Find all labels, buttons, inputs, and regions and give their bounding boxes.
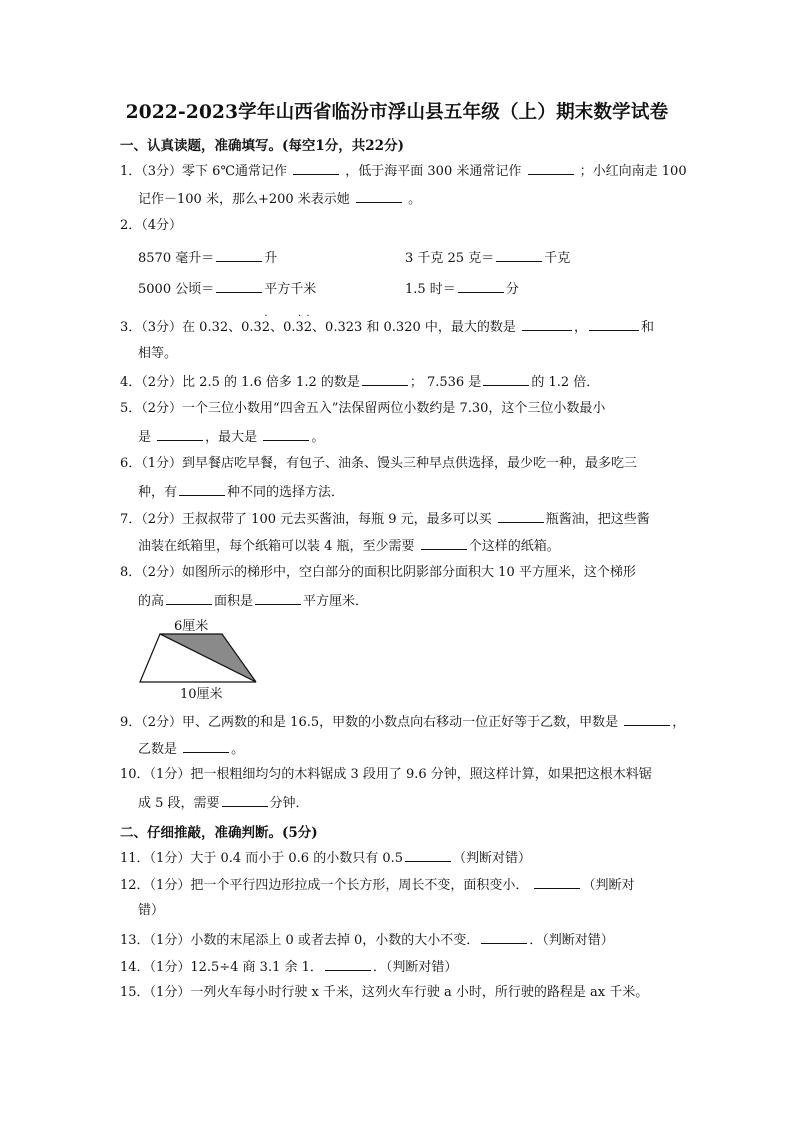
answer-blank[interactable] bbox=[498, 509, 544, 523]
answer-blank[interactable] bbox=[522, 317, 572, 331]
question-8-line-1: 8．（2分）如图所示的梯形中，空白部分的面积比阴影部分面积大 10 平方厘米，这个梯形 bbox=[120, 565, 636, 580]
question-7-line-1: 7．（2分）王叔叔带了 100 元去买酱油，每瓶 9 元，最多可以买 瓶酱油，把这些酱 bbox=[120, 509, 685, 529]
question-10-line-2: 成 5 段，需要 分钟． bbox=[138, 793, 703, 813]
question-4-line: 4．（2分）比 2.5 的 1.6 倍多 1.2 的数是 ； 7.536 是 的 1.2 倍． bbox=[120, 372, 685, 392]
question-5-line-2: 是 ，最大是 。 bbox=[138, 427, 703, 447]
answer-blank[interactable] bbox=[624, 712, 670, 726]
question-15-line: 15．（1分）一列火车每小时行驶 x 千米，这列火车行驶 a 小时，所行驶的路程是 ax 千米。 bbox=[120, 985, 649, 1000]
answer-blank[interactable] bbox=[263, 427, 309, 441]
question-2-item-4: 1.5 时＝ 分 bbox=[405, 278, 519, 297]
answer-blank[interactable] bbox=[421, 536, 467, 550]
answer-blank[interactable] bbox=[496, 248, 542, 262]
question-2-item-2: 3 千克 25 克＝ 千克 bbox=[405, 247, 570, 266]
answer-blank[interactable] bbox=[255, 591, 301, 605]
question-10-line-1: 10．（1分）把一根粗细均匀的木料锯成 3 段用了 9.6 分钟，照这样计算，如果把这根木料锯 bbox=[120, 767, 652, 782]
repeat-dot-icon: · bbox=[264, 311, 268, 322]
question-9-line-1: 9．（2分）甲、乙两数的和是 16.5，甲数的小数点向右移动一位正好等于乙数，甲数是 ， bbox=[120, 712, 685, 732]
repeat-dot-icon: · bbox=[298, 311, 302, 322]
answer-blank[interactable] bbox=[405, 848, 451, 862]
exam-title: 2022-2023学年山西省临汾市浮山县五年级（上）期末数学试卷 bbox=[125, 102, 669, 123]
question-3-line-2: 相等。 bbox=[138, 346, 178, 361]
question-1-line-2: 记作－100 米，那么+200 米表示她 。 bbox=[138, 189, 703, 209]
question-1-line-1: 1．（3分）零下 6℃通常记作 ，低于海平面 300 米通常记作 ；小红向南走 100 bbox=[120, 161, 685, 181]
answer-blank[interactable] bbox=[222, 793, 268, 807]
question-8-line-2: 的高 面积是 平方厘米． bbox=[138, 591, 703, 611]
top-base-label: 6厘米 bbox=[174, 619, 209, 634]
question-6-line-2: 种，有 种不同的选择方法． bbox=[138, 482, 703, 502]
answer-blank[interactable] bbox=[483, 372, 529, 386]
repeating-digit: · 2 bbox=[261, 311, 271, 335]
answer-blank[interactable] bbox=[534, 875, 580, 889]
answer-blank[interactable] bbox=[216, 248, 262, 262]
question-7-line-2: 油装在纸箱里，每个纸箱可以装 4 瓶，至少需要 个这样的纸箱。 bbox=[138, 536, 703, 556]
answer-blank[interactable] bbox=[528, 161, 574, 175]
answer-blank[interactable] bbox=[179, 482, 225, 496]
answer-blank[interactable] bbox=[362, 372, 408, 386]
answer-blank[interactable] bbox=[293, 161, 339, 175]
answer-blank[interactable] bbox=[589, 317, 639, 331]
question-6-line-1: 6．（1分）到早餐店吃早餐，有包子、油条、馒头三种早点供选择，最少吃一种，最多吃三 bbox=[120, 456, 638, 471]
question-12-line-1: 12．（1分）把一个平行四边形拉成一个长方形，周长不变，面积变小． （判断对 bbox=[120, 875, 685, 895]
question-5-line-1: 5．（2分）一个三位小数用“四舍五入”法保留两位小数约是 7.30，这个三位小数最小 bbox=[120, 401, 606, 416]
section-1-heading: 一、认真读题，准确填写。(每空1分，共22分) bbox=[120, 138, 404, 154]
answer-blank[interactable] bbox=[481, 930, 527, 944]
question-3-line-1: 3．（3分）在 0.32、0.3 · 2、0. · 3 · 2、0.323 和 0.320 中，最大的数是 ， 和 bbox=[120, 311, 655, 335]
answer-blank[interactable] bbox=[325, 957, 371, 971]
answer-blank[interactable] bbox=[166, 591, 212, 605]
answer-blank[interactable] bbox=[356, 189, 402, 203]
bottom-base-label: 10厘米 bbox=[180, 687, 223, 700]
answer-blank[interactable] bbox=[157, 427, 203, 441]
question-2-item-3: 5000 公顷＝ 平方千米 bbox=[138, 278, 316, 297]
question-14-line: 14．（1分）12.5÷4 商 3.1 余 1． ．（判断对错） bbox=[120, 957, 685, 977]
question-12-line-2: 错） bbox=[138, 903, 165, 918]
question-9-line-2: 乙数是 。 bbox=[138, 739, 703, 759]
question-2-head: 2．（4分） bbox=[120, 218, 183, 233]
answer-blank[interactable] bbox=[216, 279, 262, 293]
section-2-heading: 二、仔细推敲，准确判断。(5分) bbox=[120, 825, 318, 841]
answer-blank[interactable] bbox=[458, 279, 504, 293]
question-11-line: 11．（1分）大于 0.4 而小于 0.6 的小数只有 0.5 （判断对错） bbox=[120, 848, 685, 868]
repeat-dot-icon: · bbox=[306, 311, 310, 322]
trapezoid-figure bbox=[138, 618, 263, 700]
repeating-digit: · 2 bbox=[303, 311, 313, 335]
repeating-digit: · 3 bbox=[295, 311, 304, 335]
question-2-item-1: 8570 毫升＝ 升 bbox=[138, 247, 277, 266]
question-13-line: 13．（1分）小数的末尾添上 0 或者去掉 0，小数的大小不变． ．（判断对错） bbox=[120, 930, 685, 950]
answer-blank[interactable] bbox=[183, 739, 229, 753]
